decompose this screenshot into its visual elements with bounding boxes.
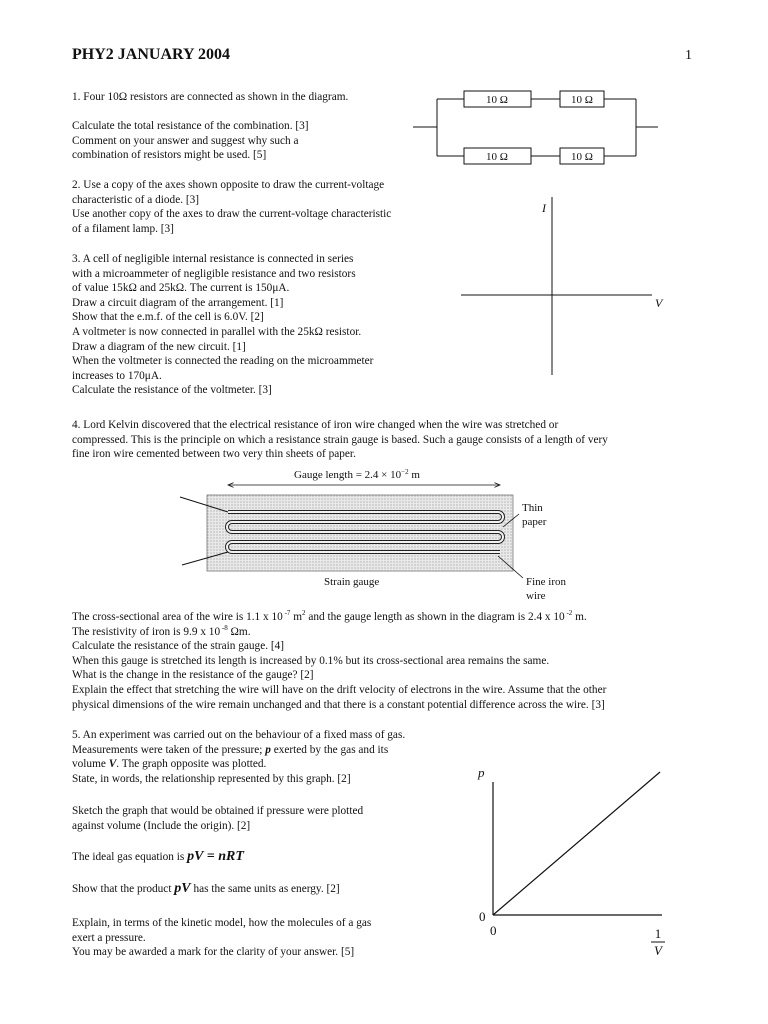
iv-axes-diagram	[461, 197, 652, 375]
q4-line: What is the change in the resistance of the gauge? [2]	[72, 669, 314, 682]
q3-line: Draw a diagram of the new circuit. [1]	[72, 340, 246, 353]
q5-line: State, in words, the relationship represented by this graph. [2]	[72, 772, 351, 785]
resistor-label: 10 Ω	[571, 94, 593, 106]
q5-line: Explain, in terms of the kinetic model, how the molecules of a gas	[72, 917, 372, 929]
q3-line: Calculate the resistance of the voltmeter. [3]	[72, 384, 272, 397]
q4-line: Explain the effect that stretching the wire will have on the drift velocity of electrons in the wire. Assume that the other	[72, 683, 607, 696]
axis-label-i: I	[542, 201, 546, 215]
q5-line: Sketch the graph that would be obtained if pressure were plotted	[72, 805, 364, 817]
q3-line: with a microammeter of negligible resistance and two resistors	[72, 267, 356, 280]
thin-paper-label: paper	[522, 516, 547, 528]
q5-line: exert a pressure.	[72, 931, 146, 944]
q1-line: combination of resistors might be used. [5]	[72, 149, 267, 162]
q1-line: Comment on your answer and suggest why such a	[72, 134, 299, 147]
y-axis-label: p	[478, 765, 485, 780]
q4-line: Calculate the resistance of the strain gauge. [4]	[72, 640, 285, 653]
strain-gauge-diagram	[180, 485, 523, 578]
q2-line: characteristic of a diode. [3]	[72, 193, 200, 206]
q4-line: fine iron wire cemented between two very thin sheets of paper.	[72, 448, 356, 461]
q4-line: When this gauge is stretched its length is increased by 0.1% but its cross-sectional area remains the same.	[72, 654, 550, 667]
q4-resistivity-line: The resistivity of iron is 9.9 x 10 $^{-8}$ Ωm.	[72, 623, 251, 638]
q5-line: Show that the product pV has the same units as energy. [2]	[72, 881, 340, 896]
resistor-network-diagram	[413, 91, 658, 164]
q5-line: You may be awarded a mark for the clarity of your answer. [5]	[72, 946, 355, 959]
fine-iron-wire-label: wire	[526, 590, 546, 602]
q4-line: compressed. This is the principle on which a resistance strain gauge is based. Such a gauge consists of a length of very	[72, 433, 608, 446]
q2-line: 2. Use a copy of the axes shown opposite to draw the current-voltage	[72, 179, 385, 191]
q1-line: Calculate the total resistance of the combination. [3]	[72, 120, 309, 133]
gauge-length-label: Gauge length = $2.4 \times 10^{-2}$ m	[294, 468, 420, 481]
q3-line: When the voltmeter is connected the reading on the microammeter	[72, 355, 374, 368]
q4-line: physical dimensions of the wire remain unchanged and that there is a constant potential difference across the wire. [3]	[72, 698, 605, 711]
fine-iron-wire-label: Fine iron	[526, 576, 567, 588]
axis-label-v: V	[655, 296, 663, 310]
q3-line: Show that the e.m.f. of the cell is 6.0V. [2]	[72, 311, 264, 324]
thin-paper-label: Thin	[522, 502, 543, 514]
resistor-label: 10 Ω	[486, 94, 508, 106]
ideal-gas-equation: pV = nRT	[187, 849, 244, 864]
q2-line: Use another copy of the axes to draw the current-voltage characteristic	[72, 208, 392, 221]
y-tick-label: 0	[479, 909, 486, 924]
q1-line: 1. Four 10Ω resistors are connected as shown in the diagram.	[72, 91, 349, 103]
page-number: 1	[685, 48, 692, 63]
page-title: PHY2 JANUARY 2004	[72, 46, 230, 63]
strain-gauge-label: Strain gauge	[324, 576, 380, 588]
q3-line: Draw a circuit diagram of the arrangement. [1]	[72, 296, 284, 309]
x-tick-label: 0	[490, 923, 497, 938]
q5-line: Measurements were taken of the pressure; p exerted by the gas and its	[72, 743, 389, 756]
q2-line: of a filament lamp. [3]	[72, 222, 174, 235]
q5-line: against volume (Include the origin). [2]	[72, 819, 251, 832]
q3-line: 3. A cell of negligible internal resistance is connected in series	[72, 253, 354, 265]
series-line	[493, 772, 660, 915]
resistor-label: 10 Ω	[571, 151, 593, 163]
svg-text:1: 1	[654, 926, 662, 941]
q3-line: increases to 170μA.	[72, 369, 162, 382]
q3-line: of value 15kΩ and 25kΩ. The current is 150μA.	[72, 282, 290, 295]
q5-line: The ideal gas equation is pV = nRT	[72, 849, 244, 864]
pv-chart	[477, 765, 665, 958]
resistor-label: 10 Ω	[486, 151, 508, 163]
q4-area-line: The cross-sectional area of the wire is 1.1 x 10 $^{-7}$ $m^2$ and the gauge length as shown in the diagram is 2.4 x 10 $^{-2}$ m.	[72, 609, 587, 623]
svg-text:V: V	[654, 943, 662, 958]
q4-line: 4. Lord Kelvin discovered that the electrical resistance of iron wire changed when the wire was stretched or	[72, 419, 559, 431]
x-axis-label	[651, 926, 665, 958]
q3-line: A voltmeter is now connected in parallel with the 25kΩ resistor.	[72, 325, 362, 338]
q5-line: 5. An experiment was carried out on the behaviour of a fixed mass of gas.	[72, 729, 406, 741]
q5-line: volume V. The graph opposite was plotted.	[72, 758, 267, 771]
